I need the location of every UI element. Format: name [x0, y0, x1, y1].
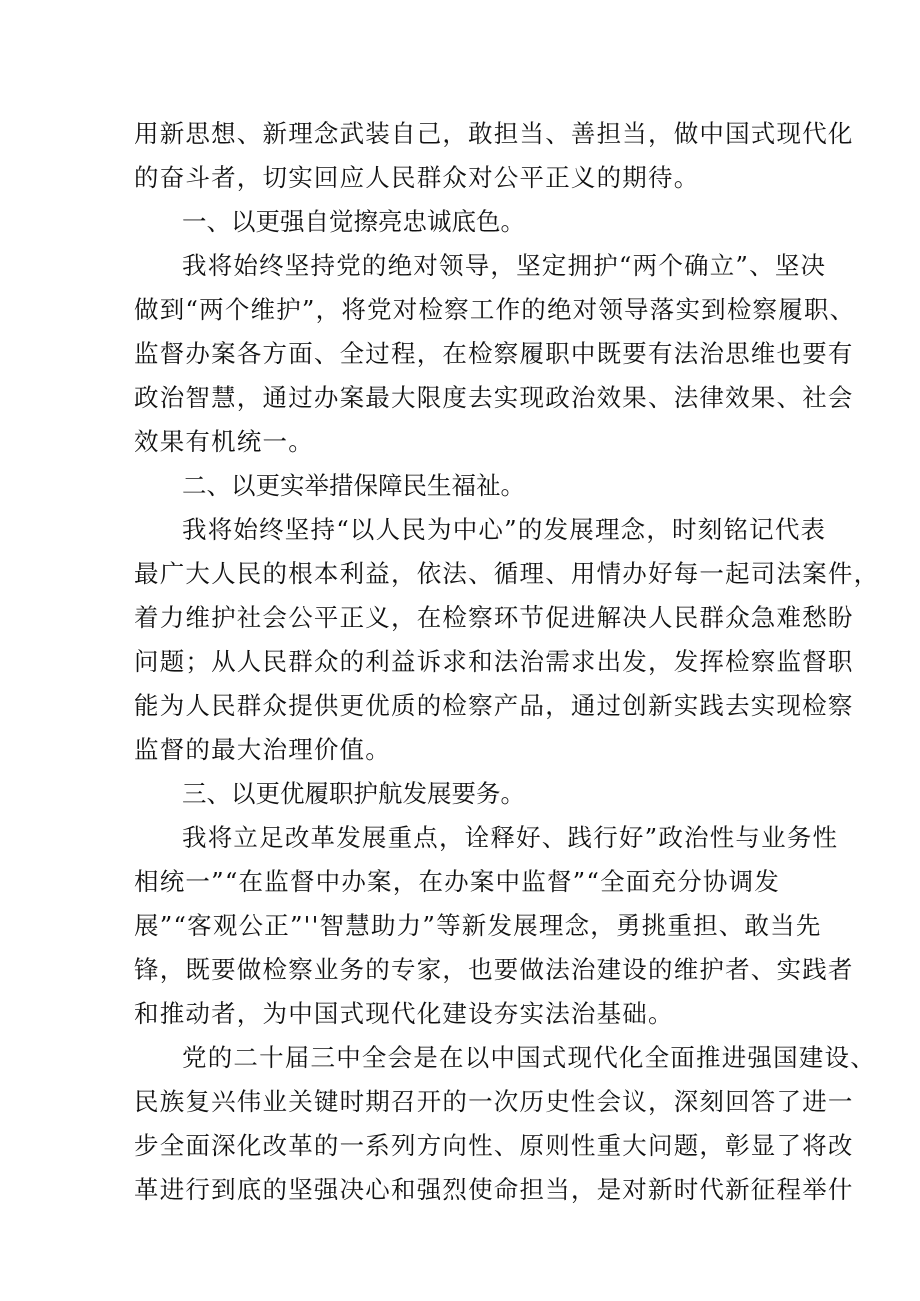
closing-line-4: 革进行到底的坚强决心和强烈使命担当，是对新时代新征程举什	[134, 1175, 854, 1204]
intro-line-1: 用新思想、新理念武装自己，敢担当、善担当，做中国式现代化	[134, 119, 854, 148]
section-1-line-3: 监督办案各方面、全过程，在检察履职中既要有法治思维也要有	[134, 339, 854, 368]
closing-line-3: 步全面深化改革的一系列方向性、原则性重大问题，彰显了将改	[134, 1131, 854, 1160]
section-2-line-1: 我将始终坚持“以人民为中心”的发展理念，时刻铭记代表	[182, 515, 827, 544]
section-1-line-4: 政治智慧，通过办案最大限度去实现政治效果、法律效果、社会	[134, 383, 854, 412]
section-2-line-6: 监督的最大治理价值。	[134, 735, 391, 764]
closing-line-2: 民族复兴伟业关键时期召开的一次历史性会议，深刻回答了进一	[134, 1087, 854, 1116]
section-1-line-1: 我将始终坚持党的绝对领导，坚定拥护“两个确立”、坚决	[182, 251, 827, 280]
section-1-heading: 一、以更强自觉擦亮忠诚底色。	[182, 207, 525, 236]
section-1-line-2: 做到“两个维护”，将党对检察工作的绝对领导落实到检察履职、	[134, 295, 856, 324]
closing-line-1: 党的二十届三中全会是在以中国式现代化全面推进强国建设、	[182, 1043, 876, 1072]
intro-line-2: 的奋斗者，切实回应人民群众对公平正义的期待。	[134, 163, 700, 192]
section-2-heading: 二、以更实举措保障民生福祉。	[182, 471, 525, 500]
section-3-heading: 三、以更优履职护航发展要务。	[182, 779, 525, 808]
section-3-line-4: 锋，既要做检察业务的专家，也要做法治建设的维护者、实践者	[134, 955, 854, 984]
section-2-line-5: 能为人民群众提供更优质的检察产品，通过创新实践去实现检察	[134, 691, 854, 720]
section-3-line-2: 相统一”“在监督中办案，在办案中监督”“全面充分协调发	[134, 867, 780, 896]
section-2-line-2: 最广大人民的根本利益，依法、循理、用情办好每一起司法案件，	[134, 559, 880, 588]
section-1-line-5: 效果有机统一。	[134, 427, 314, 456]
section-3-line-3: 展”“客观公正”''智慧助力”等新发展理念，勇挑重担、敢当先	[134, 911, 822, 940]
section-2-line-4: 问题；从人民群众的利益诉求和法治需求出发，发挥检察监督职	[134, 647, 854, 676]
section-3-line-1: 我将立足改革发展重点，诠释好、践行好”政治性与业务性	[182, 823, 839, 852]
section-3-line-5: 和推动者，为中国式现代化建设夯实法治基础。	[134, 999, 674, 1028]
section-2-line-3: 着力维护社会公平正义，在检察环节促进解决人民群众急难愁盼	[134, 603, 854, 632]
